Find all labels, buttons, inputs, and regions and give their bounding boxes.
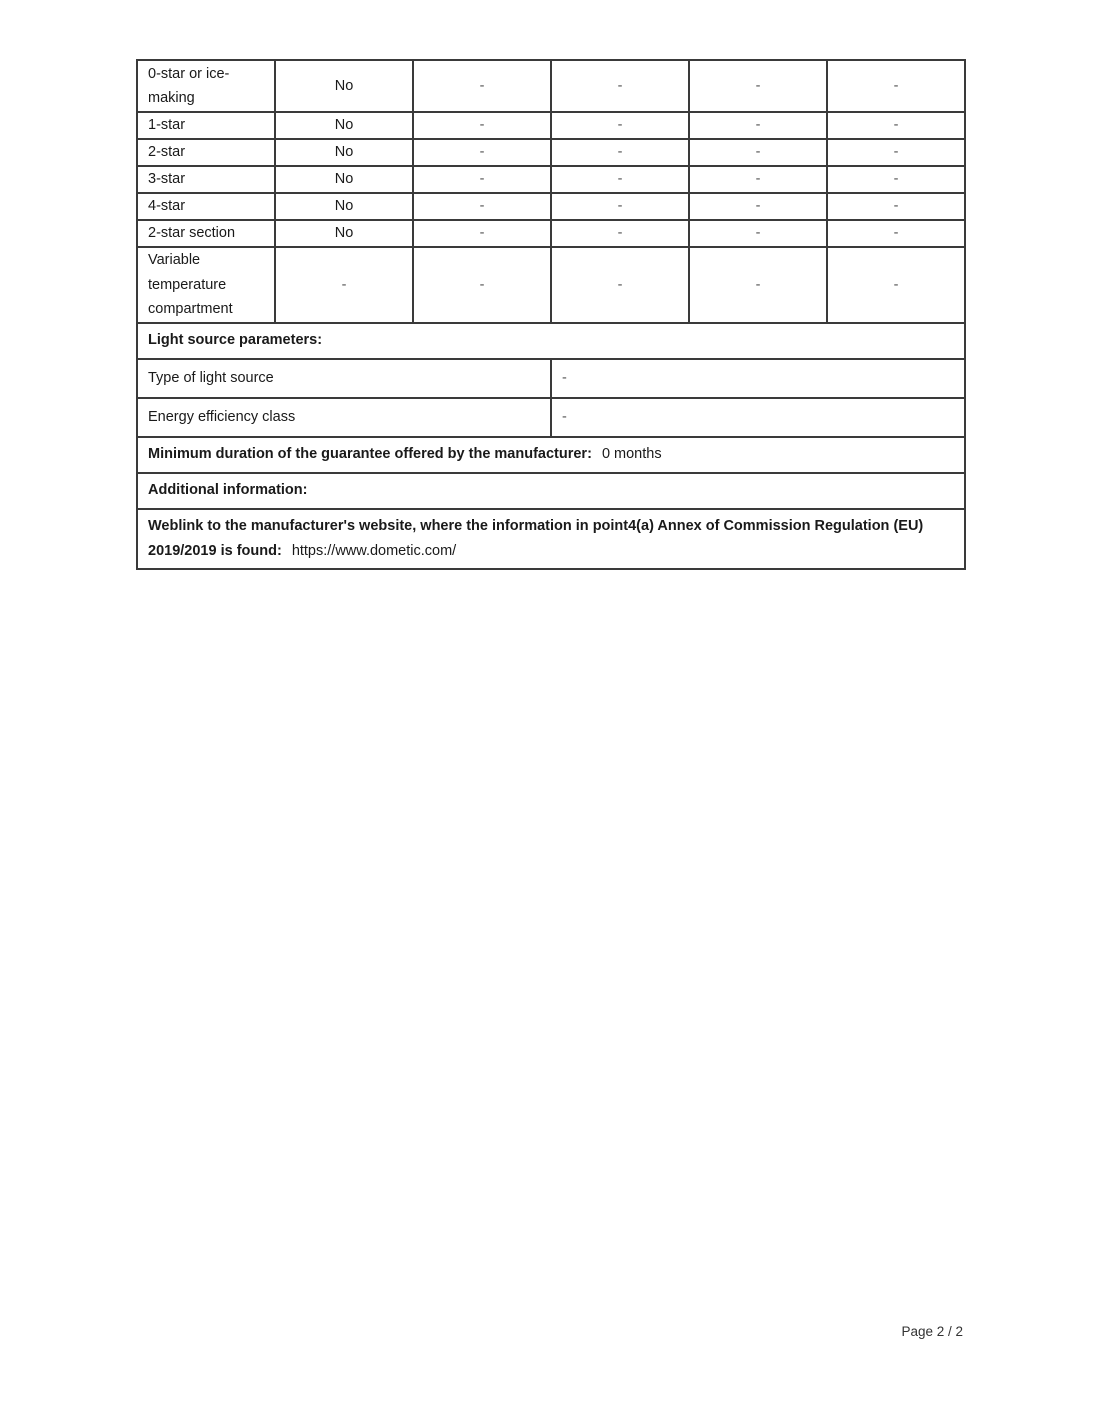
row-label: 0-star or ice-making — [137, 60, 275, 112]
weblink-label: Weblink to the manufacturer's website, where the information in point4(a) Annex of Commission Regulation (EU) 2019/2019 is found: — [148, 518, 924, 559]
light-source-heading: Light source parameters: — [137, 323, 965, 359]
row-label: Variable temperature compartment — [137, 247, 275, 323]
weblink-cell — [137, 509, 965, 569]
cell-value: - — [551, 247, 689, 323]
cell-value: No — [275, 193, 413, 220]
cell-value: No — [275, 139, 413, 166]
cell-value: No — [275, 60, 413, 112]
cell-value: No — [275, 220, 413, 247]
cell-value: - — [275, 247, 413, 323]
guarantee-label: Minimum duration of the guarantee offered by the manufacturer: — [148, 446, 592, 463]
cell-value: - — [689, 247, 827, 323]
table-row — [137, 220, 965, 247]
cell-value: - — [689, 220, 827, 247]
energy-class-label: Energy efficiency class — [137, 398, 551, 437]
guarantee-value: 0 months — [601, 446, 662, 463]
table-row — [137, 112, 965, 139]
table-row — [137, 247, 965, 323]
table-row — [137, 193, 965, 220]
additional-info-label: Additional information: — [137, 473, 965, 509]
cell-value: - — [689, 112, 827, 139]
cell-value: - — [413, 166, 551, 193]
weblink-url[interactable]: https://www.dometic.com/ — [291, 542, 457, 559]
cell-value: - — [413, 247, 551, 323]
cell-value: No — [275, 112, 413, 139]
table-row — [137, 60, 965, 112]
guarantee-row — [137, 437, 965, 473]
table-row — [137, 398, 965, 437]
cell-value: - — [827, 112, 965, 139]
cell-value: - — [413, 112, 551, 139]
cell-value: - — [689, 139, 827, 166]
cell-value: No — [275, 166, 413, 193]
row-label: 1-star — [137, 112, 275, 139]
row-label: 2-star section — [137, 220, 275, 247]
cell-value: - — [413, 60, 551, 112]
cell-value: - — [413, 193, 551, 220]
table-row — [137, 139, 965, 166]
cell-value: - — [689, 60, 827, 112]
cell-value: - — [827, 247, 965, 323]
cell-value: - — [689, 166, 827, 193]
cell-value: - — [551, 60, 689, 112]
cell-value: - — [551, 112, 689, 139]
energy-class-value: - — [551, 398, 965, 437]
light-source-type-label: Type of light source — [137, 359, 551, 398]
cell-value: - — [827, 139, 965, 166]
table-row — [137, 166, 965, 193]
guarantee-cell — [137, 437, 965, 473]
additional-info-row — [137, 473, 965, 509]
cell-value: - — [551, 139, 689, 166]
cell-value: - — [551, 166, 689, 193]
cell-value: - — [689, 193, 827, 220]
light-source-type-value: - — [551, 359, 965, 398]
row-label: 2-star — [137, 139, 275, 166]
cell-value: - — [413, 139, 551, 166]
section-header-row — [137, 323, 965, 359]
row-label: 4-star — [137, 193, 275, 220]
row-label: 3-star — [137, 166, 275, 193]
cell-value: - — [827, 220, 965, 247]
table-row — [137, 359, 965, 398]
cell-value: - — [551, 220, 689, 247]
product-info-table — [136, 59, 966, 570]
cell-value: - — [827, 166, 965, 193]
cell-value: - — [827, 60, 965, 112]
page-number: Page 2 / 2 — [901, 1324, 963, 1339]
cell-value: - — [827, 193, 965, 220]
cell-value: - — [413, 220, 551, 247]
cell-value: - — [551, 193, 689, 220]
weblink-row — [137, 509, 965, 569]
